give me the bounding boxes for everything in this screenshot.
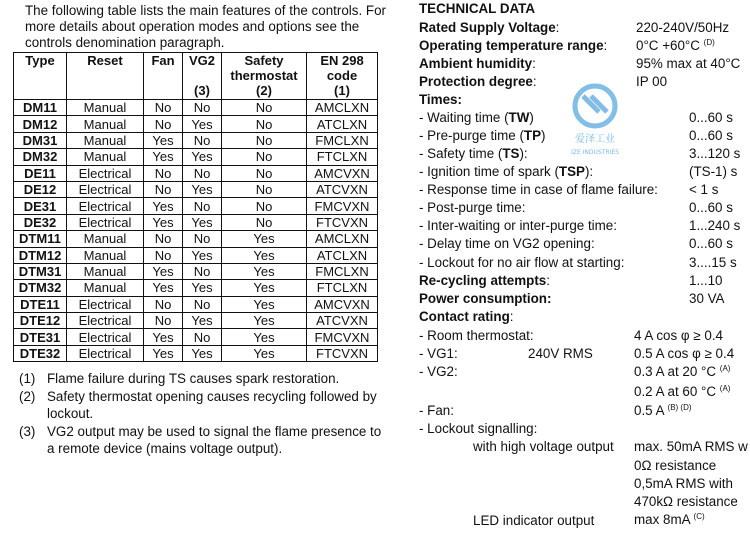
- cell-vg2: Yes: [183, 149, 222, 165]
- cell-vg2: No: [183, 100, 222, 116]
- footnote-3: (3) VG2 output may be used to signal the flame presence to a remote device (mains voltage output).: [19, 424, 382, 456]
- cell-reset: Manual: [67, 149, 144, 165]
- cell-vg2: Yes: [183, 181, 222, 197]
- col-reset: Reset: [67, 53, 144, 100]
- table-row: [14, 313, 378, 329]
- intro-paragraph: The following table lists the main features of the controls. For more details about operation modes and options see the controls denomination paragraph.: [25, 3, 386, 50]
- cell-safety: Yes: [222, 313, 307, 329]
- protection-value: IP 00: [636, 74, 668, 89]
- ts-row: - Safety time (TS):: [419, 146, 528, 161]
- vg2-value-60: 0.2 A at 60 °C $^{(A)}$: [634, 384, 731, 399]
- cell-safety: No: [222, 198, 307, 214]
- cell-fan: No: [144, 100, 183, 116]
- cell-code: AMCVXN: [307, 296, 378, 312]
- table-row: [14, 214, 378, 230]
- tsp-value: (TS-1) s: [689, 164, 738, 179]
- cell-type: DTM31: [14, 263, 67, 279]
- footnote-2: (2) Safety thermostat opening causes recycling followed by lockout.: [19, 389, 377, 421]
- temp-value: 0°C +60°C $^{(D)}$: [636, 38, 715, 53]
- response-row: - Response time in case of flame failure:: [419, 182, 658, 197]
- cell-reset: Electrical: [67, 345, 144, 361]
- delay-row: - Delay time on VG2 opening:: [419, 236, 595, 251]
- protection-row: Protection degree:: [419, 74, 537, 89]
- tp-value: 0...60 s: [689, 128, 733, 143]
- cell-fan: No: [144, 247, 183, 263]
- features-table: [13, 52, 378, 362]
- cell-code: AMCLXN: [307, 100, 378, 116]
- logo-en-text: IZE INDUSTRIES: [571, 149, 619, 156]
- cell-fan: Yes: [144, 214, 183, 230]
- cell-safety: Yes: [222, 263, 307, 279]
- cell-type: DTE32: [14, 345, 67, 361]
- table-row: [14, 198, 378, 214]
- cell-safety: No: [222, 165, 307, 181]
- cell-code: FTCLXN: [307, 280, 378, 296]
- hv-value-2: 0Ω resistance: [634, 458, 717, 473]
- tp-row: - Pre-purge time (TP): [419, 128, 546, 143]
- cell-code: FMCLXN: [307, 263, 378, 279]
- cell-vg2: Yes: [183, 247, 222, 263]
- table-row: [14, 280, 378, 296]
- led-output-label: LED indicator output: [473, 513, 595, 528]
- cell-reset: Manual: [67, 231, 144, 247]
- cell-code: FMCLXN: [307, 132, 378, 148]
- cell-fan: No: [144, 231, 183, 247]
- cell-safety: No: [222, 149, 307, 165]
- hv-value-3: 0,5mA RMS with: [634, 476, 733, 491]
- cell-vg2: No: [183, 198, 222, 214]
- cell-vg2: No: [183, 263, 222, 279]
- vg2-value-20: 0.3 A at 20 °C $^{(A)}$: [634, 364, 731, 379]
- ts-value: 3...120 s: [689, 146, 741, 161]
- company-logo: [565, 82, 625, 162]
- cell-safety: No: [222, 116, 307, 132]
- cell-vg2: Yes: [183, 116, 222, 132]
- tsp-row: - Ignition time of spark (TSP):: [419, 164, 594, 179]
- cell-type: DTE11: [14, 296, 67, 312]
- cell-code: FMCVXN: [307, 198, 378, 214]
- vg1-value: 0.5 A cos φ ≥ 0.4: [634, 346, 735, 361]
- cell-fan: No: [144, 181, 183, 197]
- table-row: [14, 116, 378, 132]
- inter-value: 1...240 s: [689, 218, 741, 233]
- cell-reset: Electrical: [67, 181, 144, 197]
- room-thermostat-row: - Room thermostat:: [419, 328, 534, 343]
- cell-vg2: No: [183, 296, 222, 312]
- inter-row: - Inter-waiting or inter-purge time:: [419, 218, 617, 233]
- col-type: Type: [14, 53, 67, 100]
- cell-type: DTE12: [14, 313, 67, 329]
- cell-reset: Electrical: [67, 198, 144, 214]
- cell-reset: Manual: [67, 132, 144, 148]
- cell-safety: No: [222, 100, 307, 116]
- temp-row: Operating temperature range:: [419, 38, 608, 53]
- postpurge-value: 0...60 s: [689, 200, 733, 215]
- cell-type: DTM32: [14, 280, 67, 296]
- vg1-voltage: 240V RMS: [528, 346, 593, 361]
- cell-vg2: No: [183, 132, 222, 148]
- cell-code: ATCLXN: [307, 116, 378, 132]
- cell-reset: Manual: [67, 247, 144, 263]
- cell-type: DE31: [14, 198, 67, 214]
- table-row: [14, 100, 378, 116]
- cell-reset: Electrical: [67, 214, 144, 230]
- humidity-value: 95% max at 40°C: [636, 56, 741, 71]
- footnotes: [19, 370, 389, 458]
- cell-reset: Manual: [67, 263, 144, 279]
- cell-type: DE32: [14, 214, 67, 230]
- vg1-row: - VG1:: [419, 346, 458, 361]
- cell-vg2: No: [183, 329, 222, 345]
- cell-fan: Yes: [144, 280, 183, 296]
- cell-fan: Yes: [144, 263, 183, 279]
- response-value: < 1 s: [689, 182, 719, 197]
- col-fan: Fan: [144, 53, 183, 100]
- power-value: 30 VA: [689, 291, 725, 306]
- lockout-air-row: - Lockout for no air flow at starting:: [419, 255, 625, 270]
- cell-vg2: Yes: [183, 280, 222, 296]
- cell-code: FTCLXN: [307, 149, 378, 165]
- fan-value: 0.5 A $^{(B) (D)}$: [634, 403, 692, 418]
- power-row: Power consumption:: [419, 291, 552, 306]
- table-row: [14, 247, 378, 263]
- recycling-value: 1...10: [689, 273, 723, 288]
- hv-value-1: max. 50mA RMS w: [634, 439, 748, 454]
- cell-type: DTM11: [14, 231, 67, 247]
- cell-vg2: Yes: [183, 313, 222, 329]
- fan-row: - Fan:: [419, 403, 454, 418]
- cell-type: DM11: [14, 100, 67, 116]
- cell-fan: No: [144, 165, 183, 181]
- cell-type: DTE31: [14, 329, 67, 345]
- lockout-air-value: 3....15 s: [689, 255, 737, 270]
- table-row: [14, 149, 378, 165]
- cell-safety: Yes: [222, 296, 307, 312]
- cell-reset: Electrical: [67, 165, 144, 181]
- cell-safety: Yes: [222, 345, 307, 361]
- col-vg2: VG2 (3): [183, 53, 222, 100]
- supply-row: Rated Supply Voltage:: [419, 20, 560, 35]
- cell-fan: No: [144, 296, 183, 312]
- cell-code: ATCVXN: [307, 313, 378, 329]
- cell-code: FTCVXN: [307, 345, 378, 361]
- cell-type: DM32: [14, 149, 67, 165]
- cell-fan: Yes: [144, 132, 183, 148]
- delay-value: 0...60 s: [689, 236, 733, 251]
- cell-fan: No: [144, 116, 183, 132]
- cell-vg2: Yes: [183, 345, 222, 361]
- cell-fan: No: [144, 313, 183, 329]
- logo-cn-text: 爱泽工业: [575, 134, 615, 145]
- cell-code: ATCLXN: [307, 247, 378, 263]
- cell-safety: Yes: [222, 231, 307, 247]
- cell-reset: Electrical: [67, 313, 144, 329]
- cell-fan: Yes: [144, 198, 183, 214]
- recycling-row: Re-cycling attempts:: [419, 273, 550, 288]
- table-row: [14, 132, 378, 148]
- cell-reset: Manual: [67, 280, 144, 296]
- hv-value-4: 470kΩ resistance: [634, 494, 738, 509]
- table-row: [14, 329, 378, 345]
- cell-type: DM31: [14, 132, 67, 148]
- cell-reset: Electrical: [67, 296, 144, 312]
- cell-safety: No: [222, 214, 307, 230]
- cell-code: AMCLXN: [307, 231, 378, 247]
- contact-row: Contact rating:: [419, 309, 514, 324]
- cell-type: DE12: [14, 181, 67, 197]
- table-row: [14, 165, 378, 181]
- humidity-row: Ambient humidity:: [419, 56, 536, 71]
- col-safety: Safety thermostat (2): [222, 53, 307, 100]
- cell-safety: Yes: [222, 280, 307, 296]
- cell-reset: Manual: [67, 116, 144, 132]
- lockout-signal-row: - Lockout signalling:: [419, 421, 538, 436]
- vg2-row: - VG2:: [419, 364, 458, 379]
- cell-type: DM12: [14, 116, 67, 132]
- times-heading: Times:: [419, 92, 462, 107]
- cell-fan: Yes: [144, 329, 183, 345]
- cell-fan: Yes: [144, 149, 183, 165]
- cell-type: DTM12: [14, 247, 67, 263]
- cell-fan: Yes: [144, 345, 183, 361]
- table-header-row: [14, 53, 378, 100]
- tech-title: TECHNICAL DATA: [419, 1, 536, 16]
- room-thermostat-value: 4 A cos φ ≥ 0.4: [634, 328, 723, 343]
- cell-reset: Electrical: [67, 329, 144, 345]
- footnote-1: (1) Flame failure during TS causes spark restoration.: [19, 371, 340, 386]
- cell-code: FTCVXN: [307, 214, 378, 230]
- cell-safety: No: [222, 181, 307, 197]
- cell-safety: Yes: [222, 247, 307, 263]
- col-en298: EN 298 code (1): [307, 53, 378, 100]
- cell-reset: Manual: [67, 100, 144, 116]
- led-value: max 8mA $^{(C)}$: [634, 512, 705, 527]
- postpurge-row: - Post-purge time:: [419, 200, 526, 215]
- table-row: [14, 231, 378, 247]
- cell-vg2: No: [183, 231, 222, 247]
- table-row: [14, 181, 378, 197]
- table-row: [14, 345, 378, 361]
- tw-value: 0...60 s: [689, 110, 733, 125]
- cell-safety: Yes: [222, 329, 307, 345]
- table-row: [14, 263, 378, 279]
- hv-output-label: with high voltage output: [473, 439, 614, 454]
- cell-vg2: No: [183, 165, 222, 181]
- supply-value: 220-240V/50Hz: [636, 20, 730, 35]
- cell-safety: No: [222, 132, 307, 148]
- cell-vg2: Yes: [183, 214, 222, 230]
- cell-code: ATCVXN: [307, 181, 378, 197]
- cell-type: DE11: [14, 165, 67, 181]
- table-row: [14, 296, 378, 312]
- cell-code: AMCVXN: [307, 165, 378, 181]
- tw-row: - Waiting time (TW): [419, 110, 534, 125]
- cell-code: FMCVXN: [307, 329, 378, 345]
